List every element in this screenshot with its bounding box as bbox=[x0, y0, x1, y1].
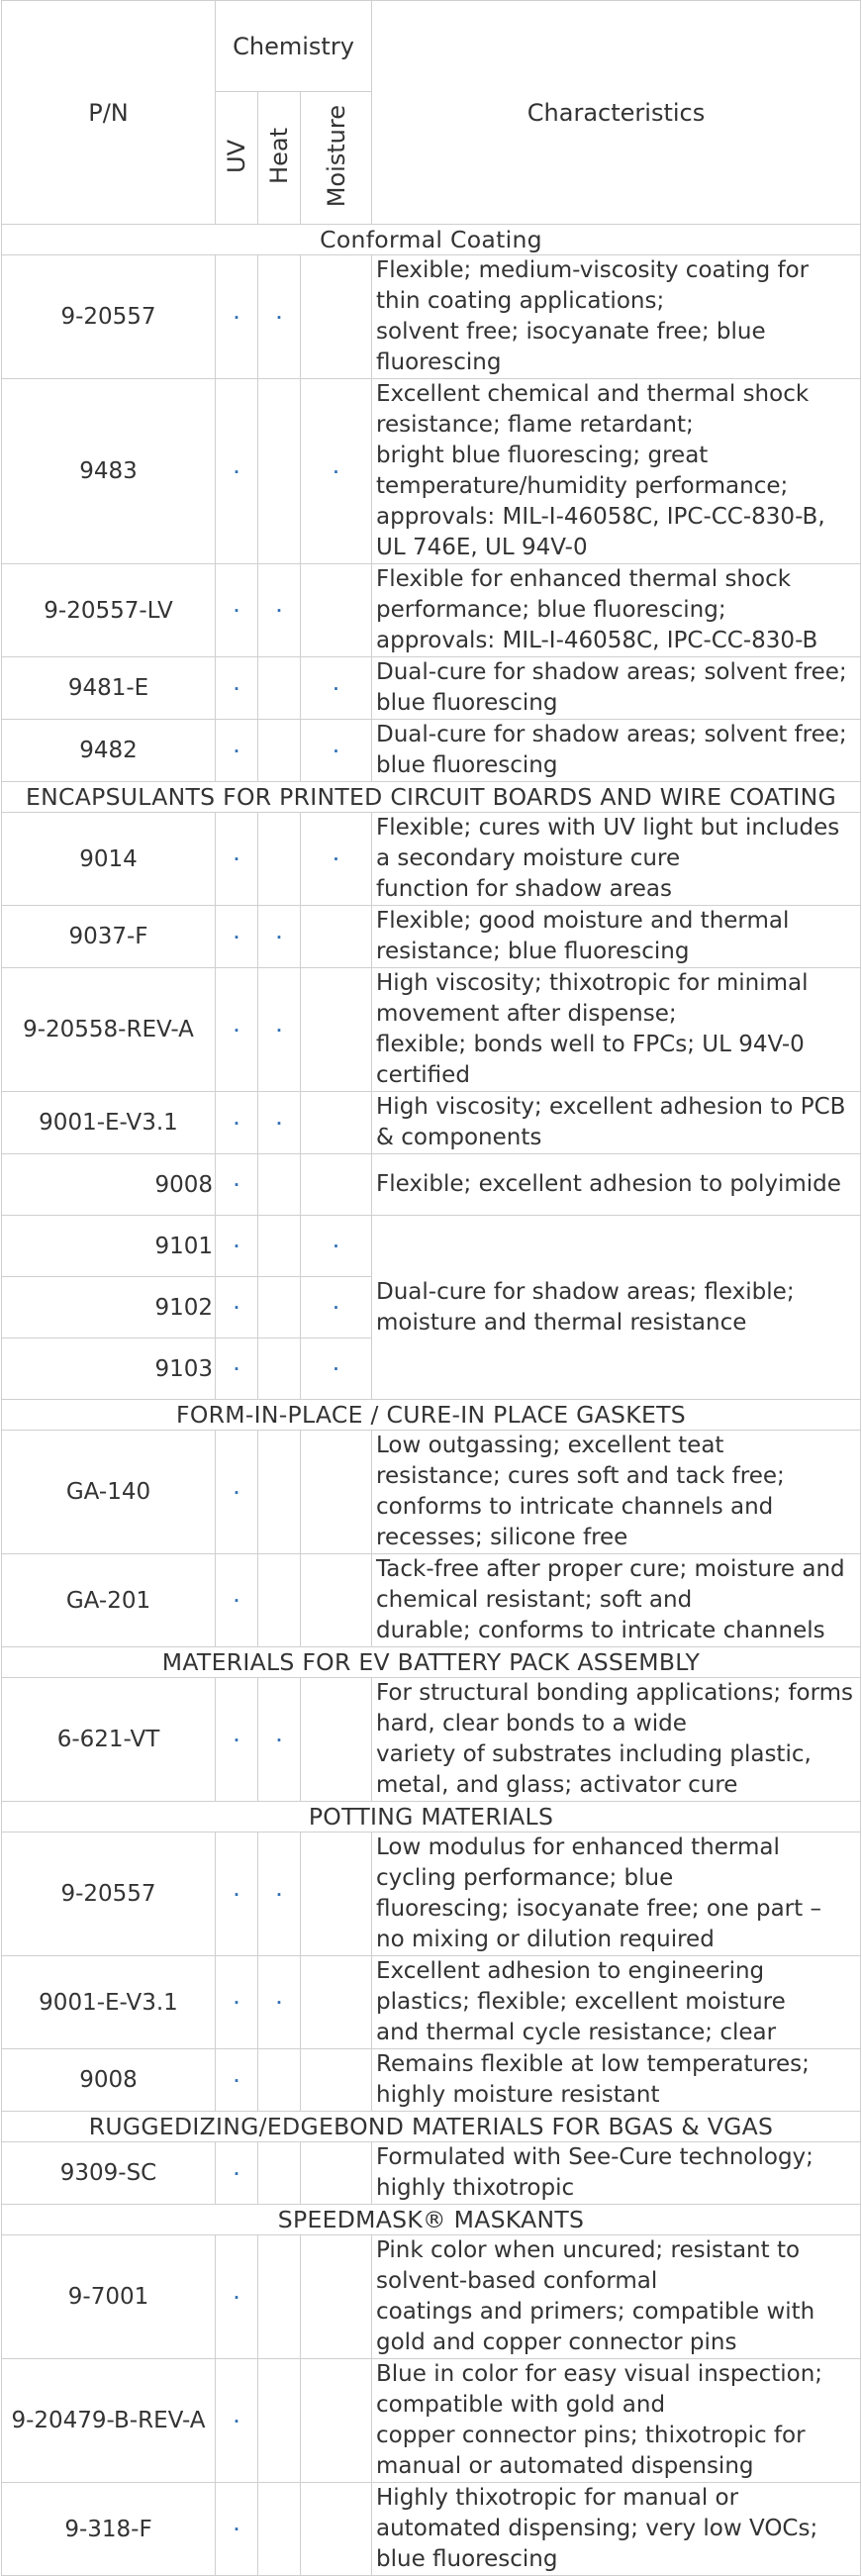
moisture-cell bbox=[301, 1216, 372, 1277]
section-header-row bbox=[2, 2205, 861, 2235]
section-title: MATERIALS FOR EV BATTERY PACK ASSEMBLY bbox=[2, 1647, 861, 1678]
characteristics-text: approvals: MIL-I-46058C, IPC-CC-830-B, UL 746E, UL 94V-0 bbox=[376, 504, 825, 560]
uv-cell bbox=[216, 1092, 258, 1154]
moisture-cell bbox=[301, 813, 372, 906]
moisture-dot-icon: · bbox=[333, 1238, 339, 1255]
heat-cell bbox=[258, 379, 301, 564]
heat-cell bbox=[258, 2235, 301, 2359]
section-header-row bbox=[2, 782, 861, 813]
characteristics-text: Flexible; medium-viscosity coating for thin coating applications; bbox=[376, 257, 810, 314]
heat-cell bbox=[258, 1092, 301, 1154]
uv-dot-icon: · bbox=[234, 850, 239, 868]
table-row bbox=[2, 2049, 861, 2112]
uv-dot-icon: · bbox=[234, 1885, 239, 1904]
uv-dot-icon: · bbox=[234, 1994, 239, 2012]
table-row bbox=[2, 1216, 861, 1277]
characteristics-cell bbox=[372, 1956, 861, 2049]
characteristics-text: copper connector pins; thixotropic for manual or automated dispensing bbox=[376, 2423, 806, 2479]
moisture-cell bbox=[301, 255, 372, 379]
heat-cell bbox=[258, 1833, 301, 1956]
characteristics-text: conforms to intricate channels and recesses; silicone free bbox=[376, 1494, 774, 1550]
moisture-cell bbox=[301, 720, 372, 782]
uv-dot-icon: · bbox=[234, 928, 239, 946]
section-header-row bbox=[2, 225, 861, 255]
part-number: 9001-E-V3.1 bbox=[2, 1092, 216, 1154]
part-number: GA-201 bbox=[2, 1554, 216, 1647]
uv-header: UV bbox=[223, 139, 250, 173]
moisture-cell bbox=[301, 2235, 372, 2359]
uv-dot-icon: · bbox=[234, 1360, 239, 1378]
product-table bbox=[1, 0, 861, 2576]
characteristics-text: Tack-free after proper cure; moisture and chemical resistant; soft and bbox=[376, 1556, 845, 1613]
characteristics-cell bbox=[372, 2235, 861, 2359]
uv-cell bbox=[216, 968, 258, 1092]
heat-cell bbox=[258, 1338, 301, 1400]
moisture-dot-icon: · bbox=[333, 850, 339, 868]
heat-cell bbox=[258, 1678, 301, 1802]
heat-cell bbox=[258, 1554, 301, 1647]
uv-cell bbox=[216, 1833, 258, 1956]
table-row bbox=[2, 1833, 861, 1956]
uv-dot-icon: · bbox=[234, 462, 239, 481]
part-number: 9-7001 bbox=[2, 2235, 216, 2359]
characteristics-cell bbox=[372, 1678, 861, 1802]
moisture-cell bbox=[301, 2049, 372, 2112]
uv-dot-icon: · bbox=[234, 2412, 239, 2430]
section-title: RUGGEDIZING/EDGEBOND MATERIALS FOR BGAS & VGAS bbox=[2, 2112, 861, 2142]
uv-cell bbox=[216, 657, 258, 720]
characteristics-cell bbox=[372, 1431, 861, 1554]
moisture-cell bbox=[301, 2142, 372, 2205]
uv-cell bbox=[216, 1216, 258, 1277]
part-number: 6-621-VT bbox=[2, 1678, 216, 1802]
characteristics-cell bbox=[372, 1833, 861, 1956]
characteristics-text: Pink color when uncured; resistant to solvent-based conformal bbox=[376, 2237, 801, 2294]
section-title: SPEEDMASK® MASKANTS bbox=[2, 2205, 861, 2235]
characteristics-text: Excellent chemical and thermal shock resistance; flame retardant; bbox=[376, 381, 810, 438]
characteristics-cell bbox=[372, 1216, 861, 1400]
heat-cell bbox=[258, 1154, 301, 1216]
heat-cell bbox=[258, 564, 301, 657]
characteristics-cell bbox=[372, 2483, 861, 2576]
characteristics-cell bbox=[372, 968, 861, 1092]
moisture-cell bbox=[301, 657, 372, 720]
uv-cell bbox=[216, 1554, 258, 1647]
table-row bbox=[2, 255, 861, 379]
characteristics-text: Low outgassing; excellent teat resistance; cures soft and tack free; bbox=[376, 1433, 785, 1489]
table-row bbox=[2, 2142, 861, 2205]
characteristics-cell bbox=[372, 1154, 861, 1216]
characteristics-cell bbox=[372, 2359, 861, 2483]
table-row bbox=[2, 1956, 861, 2049]
table-row bbox=[2, 379, 861, 564]
part-number: 9008 bbox=[2, 1154, 216, 1216]
characteristics-text: coatings and primers; compatible with gold and copper connector pins bbox=[376, 2299, 815, 2355]
part-number: 9-20558-REV-A bbox=[2, 968, 216, 1092]
heat-cell bbox=[258, 1277, 301, 1338]
section-header-row bbox=[2, 1400, 861, 1431]
heat-dot-icon: · bbox=[276, 1994, 282, 2012]
table-row bbox=[2, 1678, 861, 1802]
uv-cell bbox=[216, 1338, 258, 1400]
heat-dot-icon: · bbox=[276, 308, 282, 327]
characteristics-text: solvent free; isocyanate free; blue fluorescing bbox=[376, 319, 766, 375]
uv-cell bbox=[216, 564, 258, 657]
part-number: 9483 bbox=[2, 379, 216, 564]
section-title: Conformal Coating bbox=[2, 225, 861, 255]
heat-dot-icon: · bbox=[276, 928, 282, 946]
uv-header-cell bbox=[216, 92, 258, 225]
table-row bbox=[2, 1554, 861, 1647]
characteristics-text: approvals: MIL-I-46058C, IPC-CC-830-B bbox=[376, 628, 818, 653]
uv-dot-icon: · bbox=[234, 1114, 239, 1133]
heat-cell bbox=[258, 657, 301, 720]
characteristics-text: Flexible; excellent adhesion to polyimide bbox=[376, 1171, 841, 1197]
uv-dot-icon: · bbox=[234, 1238, 239, 1255]
part-number: 9001-E-V3.1 bbox=[2, 1956, 216, 2049]
table-row bbox=[2, 2235, 861, 2359]
uv-dot-icon: · bbox=[234, 1592, 239, 1610]
heat-dot-icon: · bbox=[276, 1885, 282, 1904]
uv-cell bbox=[216, 720, 258, 782]
characteristics-text: blue fluorescing bbox=[376, 2546, 558, 2572]
moisture-dot-icon: · bbox=[333, 679, 339, 698]
uv-cell bbox=[216, 1431, 258, 1554]
moisture-cell bbox=[301, 1956, 372, 2049]
part-number: 9482 bbox=[2, 720, 216, 782]
moisture-cell bbox=[301, 1431, 372, 1554]
uv-dot-icon: · bbox=[234, 742, 239, 760]
moisture-header: Moisture bbox=[322, 104, 350, 208]
characteristics-cell bbox=[372, 2049, 861, 2112]
heat-cell bbox=[258, 1956, 301, 2049]
moisture-cell bbox=[301, 564, 372, 657]
characteristics-text: variety of substrates including plastic, metal, and glass; activator cure bbox=[376, 1741, 812, 1798]
part-number: 9103 bbox=[2, 1338, 216, 1400]
characteristics-cell bbox=[372, 2142, 861, 2205]
characteristics-cell bbox=[372, 1554, 861, 1647]
moisture-cell bbox=[301, 379, 372, 564]
characteristics-text: fluorescing; isocyanate free; one part – no mixing or dilution required bbox=[376, 1896, 821, 1952]
characteristics-cell bbox=[372, 813, 861, 906]
uv-dot-icon: · bbox=[234, 2521, 239, 2538]
heat-cell bbox=[258, 906, 301, 968]
characteristics-text: and thermal cycle resistance; clear bbox=[376, 2020, 777, 2045]
characteristics-text: function for shadow areas bbox=[376, 876, 672, 902]
heat-cell bbox=[258, 2483, 301, 2576]
part-number: 9-20557 bbox=[2, 1833, 216, 1956]
section-title: ENCAPSULANTS FOR PRINTED CIRCUIT BOARDS AND WIRE COATING bbox=[2, 782, 861, 813]
characteristics-header: Characteristics bbox=[372, 1, 861, 225]
heat-dot-icon: · bbox=[276, 1114, 282, 1133]
moisture-cell bbox=[301, 968, 372, 1092]
uv-cell bbox=[216, 2049, 258, 2112]
moisture-cell bbox=[301, 2359, 372, 2483]
heat-dot-icon: · bbox=[276, 602, 282, 620]
table-row bbox=[2, 968, 861, 1092]
characteristics-text: High viscosity; thixotropic for minimal movement after dispense; bbox=[376, 970, 809, 1027]
characteristics-text: Dual-cure for shadow areas; solvent free; blue fluorescing bbox=[376, 659, 847, 716]
heat-dot-icon: · bbox=[276, 1731, 282, 1749]
part-number: 9-20557-LV bbox=[2, 564, 216, 657]
characteristics-text: flexible; bonds well to FPCs; UL 94V-0 certified bbox=[376, 1032, 805, 1088]
characteristics-text: durable; conforms to intricate channels bbox=[376, 1618, 825, 1643]
table-header bbox=[2, 1, 861, 225]
uv-cell bbox=[216, 2142, 258, 2205]
moisture-dot-icon: · bbox=[333, 462, 339, 481]
moisture-cell bbox=[301, 1338, 372, 1400]
characteristics-cell bbox=[372, 1092, 861, 1154]
section-title: POTTING MATERIALS bbox=[2, 1802, 861, 1833]
moisture-cell bbox=[301, 1277, 372, 1338]
characteristics-cell bbox=[372, 379, 861, 564]
moisture-dot-icon: · bbox=[333, 1360, 339, 1378]
uv-dot-icon: · bbox=[234, 2164, 239, 2183]
table-row bbox=[2, 2483, 861, 2576]
moisture-cell bbox=[301, 1154, 372, 1216]
part-number: 9102 bbox=[2, 1277, 216, 1338]
characteristics-text: Flexible for enhanced thermal shock performance; blue fluorescing; bbox=[376, 566, 792, 623]
table-body bbox=[2, 225, 861, 2576]
uv-cell bbox=[216, 2235, 258, 2359]
uv-dot-icon: · bbox=[234, 308, 239, 327]
uv-dot-icon: · bbox=[234, 1483, 239, 1502]
characteristics-text: Excellent adhesion to engineering plastics; flexible; excellent moisture bbox=[376, 1958, 786, 2015]
heat-cell bbox=[258, 2049, 301, 2112]
table-row bbox=[2, 2359, 861, 2483]
table-row bbox=[2, 657, 861, 720]
characteristics-text: For structural bonding applications; forms hard, clear bonds to a wide bbox=[376, 1680, 854, 1736]
part-number: GA-140 bbox=[2, 1431, 216, 1554]
heat-dot-icon: · bbox=[276, 1021, 282, 1040]
characteristics-text: Dual-cure for shadow areas; solvent free; blue fluorescing bbox=[376, 722, 847, 778]
uv-dot-icon: · bbox=[234, 1299, 239, 1317]
heat-header: Heat bbox=[265, 128, 293, 184]
moisture-cell bbox=[301, 1092, 372, 1154]
moisture-cell bbox=[301, 1678, 372, 1802]
heat-cell bbox=[258, 255, 301, 379]
uv-cell bbox=[216, 906, 258, 968]
table-row bbox=[2, 1431, 861, 1554]
characteristics-cell bbox=[372, 564, 861, 657]
part-number: 9101 bbox=[2, 1216, 216, 1277]
chemistry-header: Chemistry bbox=[216, 1, 372, 92]
moisture-dot-icon: · bbox=[333, 1299, 339, 1317]
moisture-cell bbox=[301, 1833, 372, 1956]
heat-cell bbox=[258, 2142, 301, 2205]
uv-cell bbox=[216, 1277, 258, 1338]
heat-cell bbox=[258, 1431, 301, 1554]
characteristics-text: Formulated with See-Cure technology; highly thixotropic bbox=[376, 2144, 814, 2201]
characteristics-cell bbox=[372, 657, 861, 720]
section-header-row bbox=[2, 2112, 861, 2142]
characteristics-text: Low modulus for enhanced thermal cycling performance; blue bbox=[376, 1834, 780, 1891]
moisture-cell bbox=[301, 906, 372, 968]
uv-dot-icon: · bbox=[234, 1731, 239, 1749]
uv-cell bbox=[216, 2359, 258, 2483]
table-row bbox=[2, 1154, 861, 1216]
uv-dot-icon: · bbox=[234, 2288, 239, 2307]
uv-cell bbox=[216, 379, 258, 564]
characteristics-text: Flexible; good moisture and thermal resistance; blue fluorescing bbox=[376, 908, 790, 964]
heat-header-cell bbox=[258, 92, 301, 225]
part-number: 9-20479-B-REV-A bbox=[2, 2359, 216, 2483]
characteristics-cell bbox=[372, 720, 861, 782]
part-number: 9008 bbox=[2, 2049, 216, 2112]
characteristics-cell bbox=[372, 255, 861, 379]
part-number: 9481-E bbox=[2, 657, 216, 720]
uv-cell bbox=[216, 813, 258, 906]
table-row bbox=[2, 1092, 861, 1154]
section-header-row bbox=[2, 1802, 861, 1833]
part-number: 9-20557 bbox=[2, 255, 216, 379]
pn-header: P/N bbox=[2, 1, 216, 225]
heat-cell bbox=[258, 813, 301, 906]
moisture-header-cell bbox=[301, 92, 372, 225]
table-row bbox=[2, 906, 861, 968]
section-title: FORM-IN-PLACE / CURE-IN PLACE GASKETS bbox=[2, 1400, 861, 1431]
uv-dot-icon: · bbox=[234, 1021, 239, 1040]
characteristics-cell bbox=[372, 906, 861, 968]
uv-cell bbox=[216, 2483, 258, 2576]
moisture-cell bbox=[301, 1554, 372, 1647]
heat-cell bbox=[258, 720, 301, 782]
uv-dot-icon: · bbox=[234, 679, 239, 698]
uv-cell bbox=[216, 1678, 258, 1802]
moisture-dot-icon: · bbox=[333, 742, 339, 760]
table-row bbox=[2, 813, 861, 906]
heat-cell bbox=[258, 1216, 301, 1277]
part-number: 9-318-F bbox=[2, 2483, 216, 2576]
uv-dot-icon: · bbox=[234, 2071, 239, 2090]
part-number: 9037-F bbox=[2, 906, 216, 968]
characteristics-text: Remains flexible at low temperatures; highly moisture resistant bbox=[376, 2051, 810, 2108]
characteristics-text: Flexible; cures with UV light but includes a secondary moisture cure bbox=[376, 815, 840, 871]
part-number: 9309-SC bbox=[2, 2142, 216, 2205]
uv-dot-icon: · bbox=[234, 602, 239, 620]
uv-cell bbox=[216, 255, 258, 379]
uv-dot-icon: · bbox=[234, 1176, 239, 1194]
table-row bbox=[2, 720, 861, 782]
characteristics-text: High viscosity; excellent adhesion to PCB & components bbox=[376, 1094, 846, 1150]
heat-cell bbox=[258, 968, 301, 1092]
uv-cell bbox=[216, 1154, 258, 1216]
characteristics-text: Blue in color for easy visual inspection; compatible with gold and bbox=[376, 2361, 823, 2418]
characteristics-text: bright blue fluorescing; great temperature/humidity performance; bbox=[376, 443, 789, 499]
section-header-row bbox=[2, 1647, 861, 1678]
characteristics-text: Dual-cure for shadow areas; flexible; moisture and thermal resistance bbox=[376, 1278, 795, 1336]
uv-cell bbox=[216, 1956, 258, 2049]
moisture-cell bbox=[301, 2483, 372, 2576]
part-number: 9014 bbox=[2, 813, 216, 906]
table-row bbox=[2, 564, 861, 657]
heat-cell bbox=[258, 2359, 301, 2483]
characteristics-text: Highly thixotropic for manual or automated dispensing; very low VOCs; bbox=[376, 2485, 818, 2541]
